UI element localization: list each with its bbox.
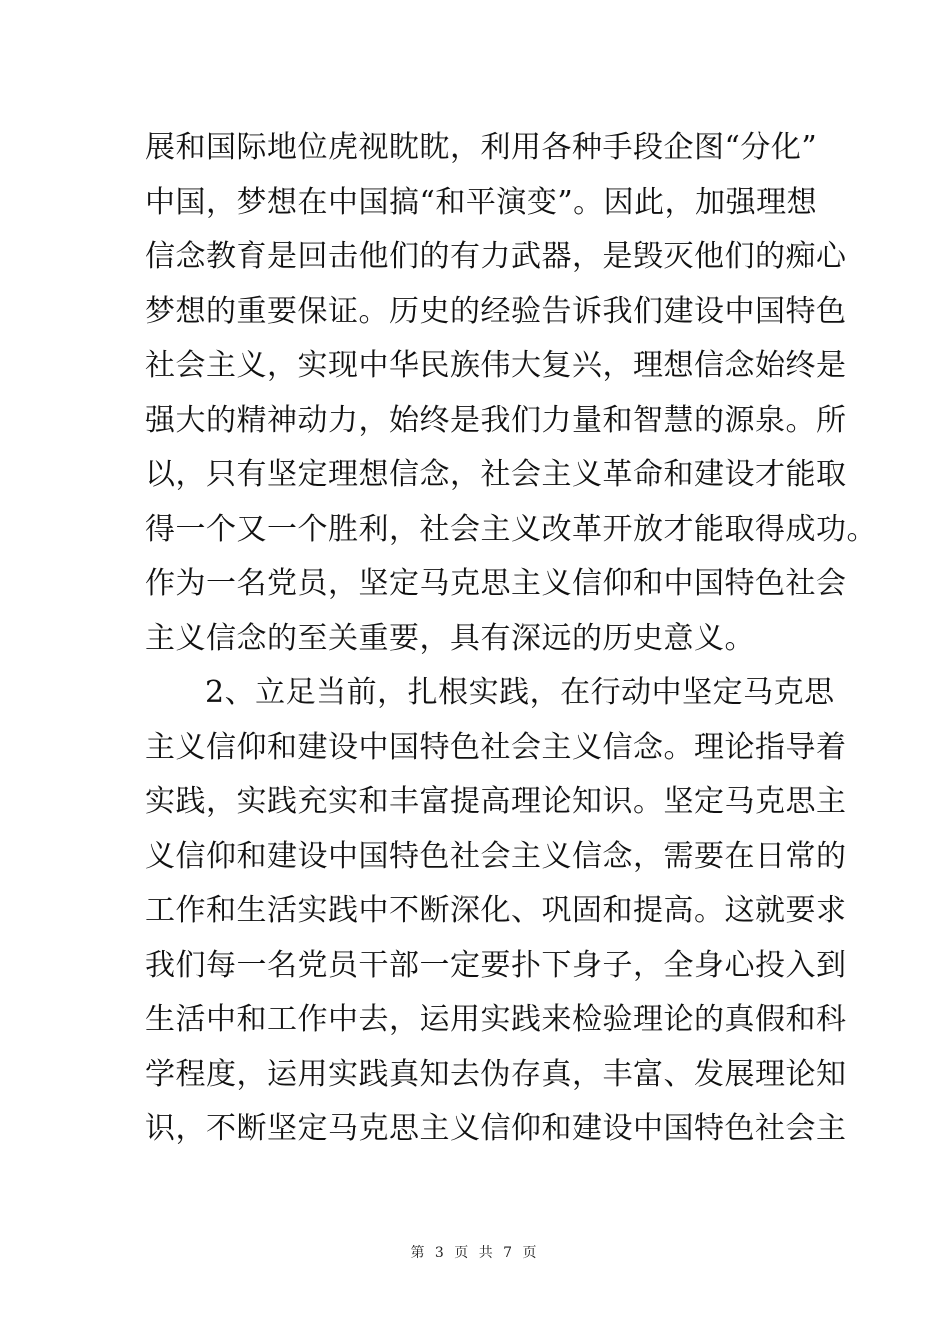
- text-line: 强大的精神动力，始终是我们力量和智慧的源泉。所: [145, 402, 847, 438]
- text-line: 中国，梦想在中国搞“和平演变”。因此，加强理想: [145, 184, 818, 220]
- text-line: 得一个又一个胜利，社会主义改革开放才能取得成功。: [145, 511, 877, 547]
- paragraph-start-line: 2、立足当前，扎根实践，在行动中坚定马克思: [205, 675, 835, 710]
- body-text: [145, 128, 877, 1164]
- page-number-footer: 第 3 页 共 7 页: [410, 1245, 540, 1261]
- text-line: 主义信仰和建设中国特色社会主义信念。理论指导着: [145, 729, 847, 765]
- text-line: 义信仰和建设中国特色社会主义信念，需要在日常的: [145, 838, 847, 874]
- text-line: 作为一名党员，坚定马克思主义信仰和中国特色社会: [145, 566, 847, 601]
- text-line: 信念教育是回击他们的有力武器，是毁灭他们的痴心: [145, 239, 847, 274]
- text-line: 社会主义，实现中华民族伟大复兴，理想信念始终是: [145, 348, 847, 383]
- text-line: 识，不断坚定马克思主义信仰和建设中国特色社会主: [145, 1111, 847, 1146]
- text-line: 我们每一名党员干部一定要扑下身子，全身心投入到: [145, 947, 847, 983]
- text-line: 梦想的重要保证。历史的经验告诉我们建设中国特色: [145, 293, 847, 329]
- text-line: 实践，实践充实和丰富提高理论知识。坚定马克思主: [145, 784, 847, 819]
- text-line: 以，只有坚定理想信念，社会主义革命和建设才能取: [145, 457, 847, 492]
- text-line: 工作和生活实践中不断深化、巩固和提高。这就要求: [145, 893, 847, 928]
- text-line: 学程度，运用实践真知去伪存真，丰富、发展理论知: [145, 1056, 847, 1092]
- text-line: 生活中和工作中去，运用实践来检验理论的真假和科: [145, 1002, 847, 1037]
- text-line: 主义信念的至关重要，具有深远的历史意义。: [145, 620, 755, 656]
- text-line: 展和国际地位虎视眈眈，利用各种手段企图“分化”: [145, 130, 818, 165]
